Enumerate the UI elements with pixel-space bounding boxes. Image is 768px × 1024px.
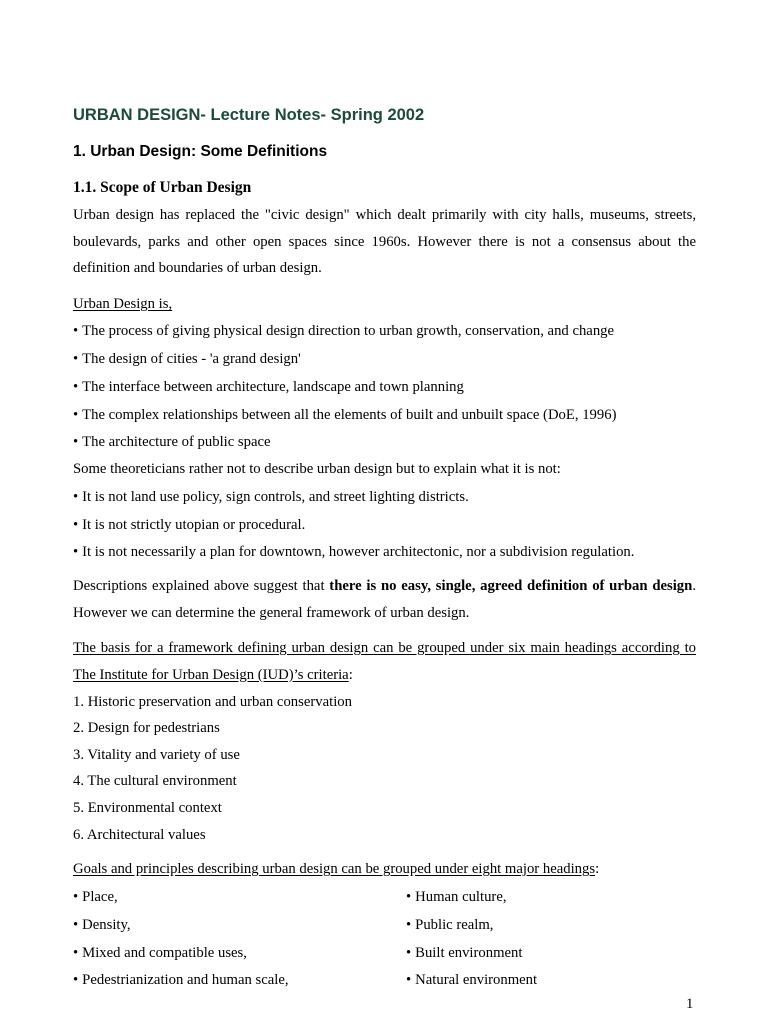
page-number: 1 xyxy=(686,996,694,1012)
subsection-heading: 1.1. Scope of Urban Design xyxy=(73,179,252,196)
urban-design-is-label: Urban Design is, xyxy=(73,296,173,312)
goal-item: • Mixed and compatible uses, xyxy=(73,943,247,963)
criteria-item: 6. Architectural values xyxy=(73,827,206,843)
goal-item: • Human culture, xyxy=(406,887,507,907)
goal-item: • Pedestrianization and human scale, xyxy=(73,970,289,990)
criteria-item: 5. Environmental context xyxy=(73,800,222,816)
goal-item: • Built environment xyxy=(406,943,522,963)
list-item: • The design of cities - 'a grand design' xyxy=(73,349,301,369)
descriptions-paragraph xyxy=(73,573,696,626)
list-item: • It is not strictly utopian or procedural. xyxy=(73,515,305,535)
criteria-item: 2. Design for pedestrians xyxy=(73,720,220,736)
list-item: • The process of giving physical design direction to urban growth, conservation, and change xyxy=(73,321,614,341)
goal-item: • Natural environment xyxy=(406,970,537,990)
not-intro: Some theoreticians rather not to describe urban design but to explain what it is not: xyxy=(73,461,561,477)
descriptions-bold: there is no easy, single, agreed definition of urban design xyxy=(329,578,693,594)
descriptions-prefix: Descriptions explained above suggest that xyxy=(73,578,330,594)
basis-suffix: : xyxy=(348,666,353,683)
goal-item: • Place, xyxy=(73,887,118,907)
list-item: • It is not necessarily a plan for downtown, however architectonic, nor a subdivision regulation. xyxy=(73,542,634,562)
basis-underlined: The basis for a framework defining urban design can be grouped under six main headings according to The Institute for Urban Design (IUD)’s criteria xyxy=(73,640,696,683)
list-item: • It is not land use policy, sign controls, and street lighting districts. xyxy=(73,487,469,507)
descriptions-suffix: . However we can determine the general framework of urban design. xyxy=(73,578,696,621)
goals-label xyxy=(73,859,599,879)
document-title: URBAN DESIGN- Lecture Notes- Spring 2002 xyxy=(73,106,425,124)
list-item: • The architecture of public space xyxy=(73,432,271,452)
criteria-item: 1. Historic preservation and urban conservation xyxy=(73,694,352,710)
criteria-item: 3. Vitality and variety of use xyxy=(73,747,240,763)
section-heading: 1. Urban Design: Some Definitions xyxy=(73,143,328,160)
criteria-item: 4. The cultural environment xyxy=(73,773,237,789)
basis-paragraph xyxy=(73,635,696,688)
goal-item: • Density, xyxy=(73,915,131,935)
list-item: • The interface between architecture, landscape and town planning xyxy=(73,377,464,397)
intro-paragraph: Urban design has replaced the "civic design" which dealt primarily with city halls, museums, streets, boulevards, parks and other open spaces since 1960s. However there is not a consensus about the definition and boundaries of urban design. xyxy=(73,207,696,276)
goals-underlined: Goals and principles describing urban design can be grouped under eight major headings xyxy=(73,861,596,877)
goals-suffix: : xyxy=(595,861,600,877)
list-item: • The complex relationships between all the elements of built and unbuilt space (DoE, 1996) xyxy=(73,405,616,425)
goal-item: • Public realm, xyxy=(406,915,493,935)
